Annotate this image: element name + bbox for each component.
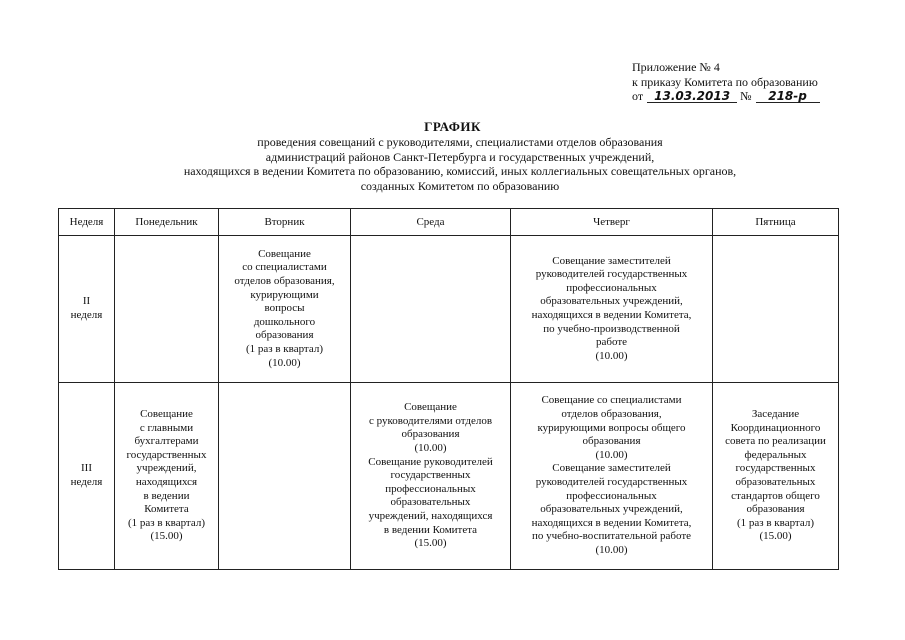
cell-text-line: профессиональных xyxy=(566,281,657,294)
cell-text-line: (1 раз в квартал) xyxy=(127,516,206,529)
document-title: ГРАФИК xyxy=(424,119,481,134)
appendix-header xyxy=(632,60,820,104)
wednesday-cell xyxy=(351,236,511,383)
cell-text-line: вопросы xyxy=(264,302,305,315)
appendix-order-reference: к приказу Комитета по образованию xyxy=(632,74,818,89)
cell-text-line: с руководителями отделов xyxy=(368,414,493,427)
cell-text-line: руководителей государственных xyxy=(535,476,688,488)
handwritten-date: 13.03.2013 xyxy=(647,90,737,103)
header-tuesday: Вторник xyxy=(219,209,351,236)
cell-text-line: (10.00) xyxy=(268,356,301,369)
cell-text-line: стандартов общего xyxy=(731,489,820,502)
cell-text-line: неделя xyxy=(70,309,103,321)
cell-text-line: III xyxy=(81,462,92,475)
cell-text-line: Совещание xyxy=(140,408,193,421)
number-prefix: № xyxy=(740,89,752,103)
table-row xyxy=(59,383,839,570)
cell-text-line: Совещание xyxy=(404,401,457,414)
cell-text-line: федеральных xyxy=(744,448,807,461)
cell-text-line: работе xyxy=(595,336,628,349)
cell-text-line: Совещание руководителей xyxy=(368,455,493,468)
cell-text-line: образовательных учреждений, xyxy=(540,295,683,308)
cell-text-line: (10.00) xyxy=(414,442,447,455)
cell-text-line: отделов образования, xyxy=(561,408,662,421)
cell-text-line: находящихся в ведении Комитета, xyxy=(531,309,692,321)
appendix-date-line xyxy=(632,89,820,104)
cell-text-line: образовательных xyxy=(735,476,816,488)
cell-text-line: курирующими xyxy=(250,288,319,301)
header-monday: Понедельник xyxy=(115,209,219,236)
header-friday: Пятница xyxy=(713,209,839,236)
handwritten-order-number: 218-р xyxy=(756,90,820,103)
cell-text-line: Совещание xyxy=(258,247,311,260)
tuesday-cell xyxy=(219,383,351,570)
cell-text-line: (1 раз в квартал) xyxy=(245,342,324,355)
subtitle-line: находящихся в ведении Комитета по образованию, комиссий, иных коллегиальных совещательных органов, xyxy=(183,164,737,178)
subtitle-line: администраций районов Санкт-Петербурга и государственных учреждений, xyxy=(265,149,655,164)
cell-text-line: по учебно-производственной xyxy=(543,322,680,335)
header-wednesday: Среда xyxy=(351,209,511,236)
cell-text-line: Комитета xyxy=(144,503,189,516)
cell-text-line: II xyxy=(82,295,91,308)
cell-text-line: (10.00) xyxy=(595,349,628,362)
cell-text-line: (15.00) xyxy=(759,530,792,543)
friday-cell xyxy=(713,383,839,570)
wednesday-cell xyxy=(351,383,511,570)
week-cell xyxy=(59,236,115,383)
cell-text-line: образовательных xyxy=(390,496,471,509)
header-week: Неделя xyxy=(59,209,115,236)
cell-text-line: Координационного xyxy=(730,421,821,434)
cell-text-line: курирующими вопросы общего xyxy=(537,421,686,434)
document-subtitle xyxy=(150,135,770,193)
cell-text-line: государственных xyxy=(735,462,816,475)
table-header-row xyxy=(59,209,839,236)
cell-text-line: (15.00) xyxy=(414,537,447,550)
cell-text-line: бухгалтерами xyxy=(134,435,199,448)
monday-cell xyxy=(115,236,219,383)
thursday-cell xyxy=(511,236,713,383)
cell-text-line: Совещание заместителей xyxy=(552,254,671,267)
date-prefix: от xyxy=(632,89,644,103)
cell-text-line: образовательных учреждений, xyxy=(540,503,683,516)
header-thursday: Четверг xyxy=(511,209,713,236)
cell-text-line: образования xyxy=(582,435,641,448)
cell-text-line: образования xyxy=(746,503,805,516)
cell-text-line: неделя xyxy=(70,476,103,488)
cell-text-line: находящихся в ведении Комитета, xyxy=(531,516,692,529)
subtitle-line: созданных Комитетом по образованию xyxy=(360,178,560,193)
cell-text-line: в ведении xyxy=(143,489,190,502)
cell-text-line: Совещание заместителей xyxy=(552,462,671,475)
thursday-cell xyxy=(511,383,713,570)
cell-text-line: в ведении Комитета xyxy=(383,523,478,536)
cell-text-line: государственных xyxy=(390,469,471,482)
cell-text-line: отделов образования, xyxy=(234,275,335,288)
cell-text-line: (15.00) xyxy=(150,530,183,543)
cell-text-line: Совещание со специалистами xyxy=(541,394,682,407)
cell-text-line: государственных xyxy=(126,448,207,461)
cell-text-line: по учебно-воспитательной работе xyxy=(531,530,692,543)
cell-text-line: Заседание xyxy=(751,408,800,421)
friday-cell xyxy=(713,236,839,383)
monday-cell xyxy=(115,383,219,570)
cell-text-line: дошкольного xyxy=(253,315,316,328)
cell-text-line: совета по реализации xyxy=(725,435,826,448)
cell-text-line: (1 раз в квартал) xyxy=(736,516,815,529)
cell-text-line: (10.00) xyxy=(595,543,628,556)
appendix-number: Приложение № 4 xyxy=(632,60,720,74)
cell-text-line: образования xyxy=(255,329,314,342)
tuesday-cell xyxy=(219,236,351,383)
cell-text-line: учреждений, xyxy=(136,462,197,475)
cell-text-line: с главными xyxy=(139,421,194,434)
table-row xyxy=(59,236,839,383)
subtitle-line: проведения совещаний с руководителями, специалистами отделов образования xyxy=(257,135,663,149)
cell-text-line: учреждений, находящихся xyxy=(368,509,493,522)
cell-text-line: профессиональных xyxy=(385,482,476,495)
cell-text-line: профессиональных xyxy=(566,489,657,502)
cell-text-line: со специалистами xyxy=(242,261,327,274)
cell-text-line: образования xyxy=(401,428,460,441)
week-cell xyxy=(59,383,115,570)
schedule-table xyxy=(58,208,839,570)
cell-text-line: находящихся xyxy=(135,476,198,488)
cell-text-line: (10.00) xyxy=(595,448,628,461)
cell-text-line: руководителей государственных xyxy=(535,268,688,281)
